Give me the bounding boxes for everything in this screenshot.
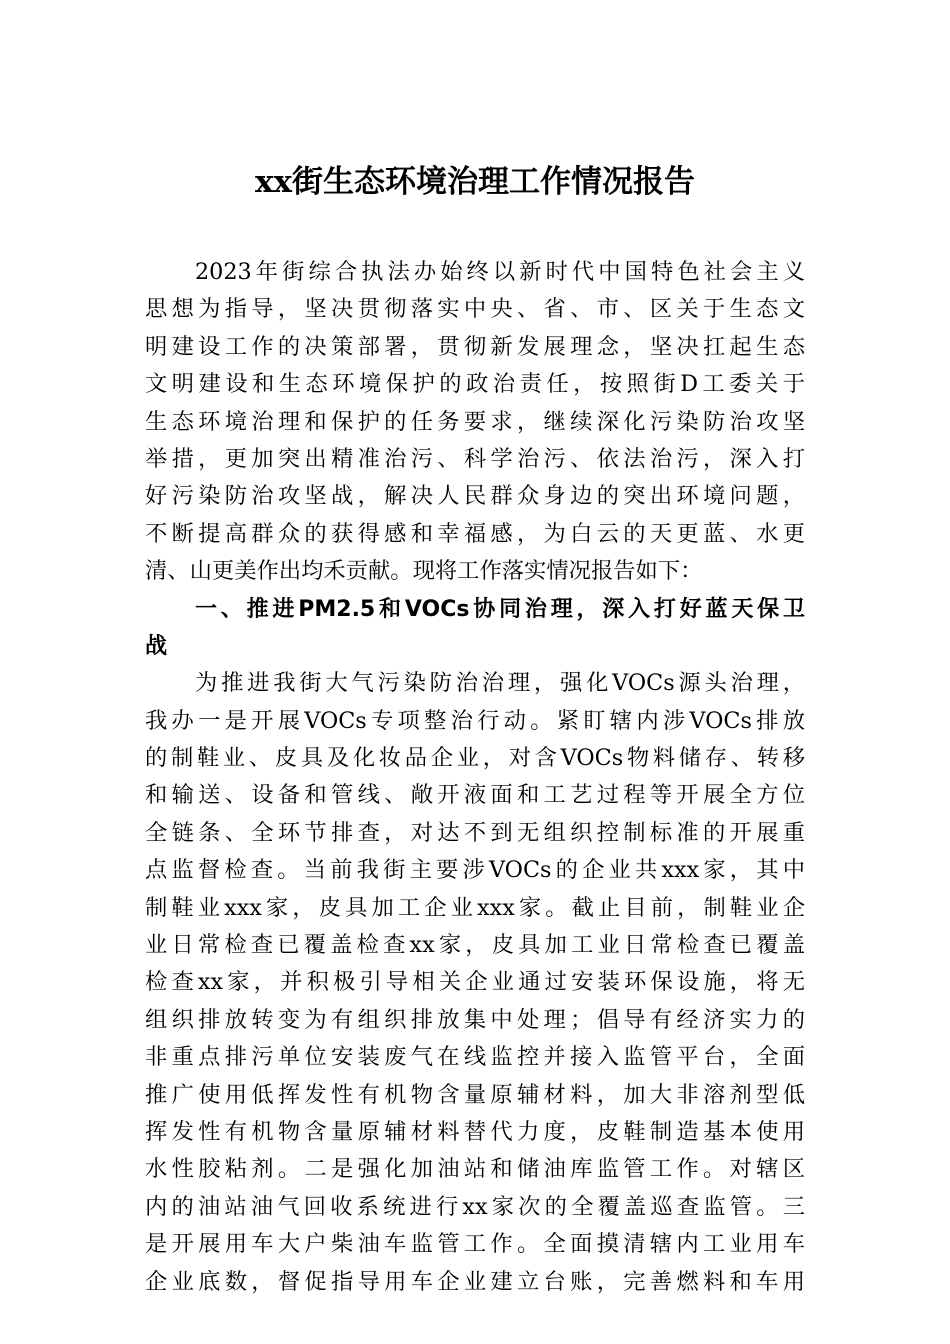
- paragraph-line: 清、山更美作出均禾贡献。现将工作落实情况报告如下：: [145, 558, 703, 585]
- paragraph-line: 明建设工作的决策部署，贯彻新发展理念，坚决扛起生态: [145, 333, 805, 360]
- paragraph-line: 思想为指导，坚决贯彻落实中央、省、市、区关于生态文: [145, 296, 805, 323]
- paragraph-line: 制鞋业xxx家，皮具加工企业xxx家。截止目前，制鞋业企: [145, 894, 805, 921]
- paragraph-line: 水性胶粘剂。二是强化加油站和储油库监管工作。对辖区: [145, 1156, 805, 1183]
- paragraph-line: 举措，更加突出精准治污、科学治污、依法治污，深入打: [145, 445, 805, 472]
- paragraph-line: 业日常检查已覆盖检查xx家，皮具加工业日常检查已覆盖: [145, 932, 805, 959]
- paragraph-line: 的制鞋业、皮具及化妆品企业，对含VOCs物料储存、转移: [145, 745, 805, 772]
- paragraph-line: 我办一是开展VOCs专项整治行动。紧盯辖内涉VOCs排放: [145, 707, 805, 734]
- paragraph-line: 是开展用车大户柴油车监管工作。全面摸清辖内工业用车: [145, 1231, 805, 1258]
- paragraph-line: 非重点排污单位安装废气在线监控并接入监管平台，全面: [145, 1044, 805, 1071]
- paragraph-line: 和输送、设备和管线、敞开液面和工艺过程等开展全方位: [145, 782, 805, 809]
- paragraph-line: 文明建设和生态环境保护的政治责任，按照街D工委关于: [145, 371, 805, 398]
- paragraph-line: 好污染防治攻坚战，解决人民群众身边的突出环境问题，: [145, 483, 805, 510]
- paragraph-line: 组织排放转变为有组织排放集中处理；倡导有经济实力的: [145, 1006, 805, 1033]
- section-heading-line: 一、推进PM2.5和VOCs协同治理，深入打好蓝天保卫: [195, 596, 805, 622]
- paragraph-line: 推广使用低挥发性有机物含量原辅材料，加大非溶剂型低: [145, 1081, 805, 1108]
- paragraph-line: 点监督检查。当前我街主要涉VOCs的企业共xxx家，其中: [145, 857, 805, 884]
- paragraph-line: 生态环境治理和保护的任务要求，继续深化污染防治攻坚: [145, 408, 805, 435]
- paragraph-line: 2023年街综合执法办始终以新时代中国特色社会主义: [195, 259, 805, 285]
- paragraph-line: 为推进我街大气污染防治治理，强化VOCs源头治理，: [195, 670, 805, 697]
- paragraph-line: 挥发性有机物含量原辅材料替代力度，皮鞋制造基本使用: [145, 1118, 805, 1145]
- section-heading-line: 战: [145, 633, 168, 659]
- paragraph-line: 全链条、全环节排查，对达不到无组织控制标准的开展重: [145, 819, 805, 846]
- paragraph-line: 企业底数，督促指导用车企业建立台账，完善燃料和车用: [145, 1268, 805, 1295]
- paragraph-line: 检查xx家，并积极引导相关企业通过安装环保设施，将无: [145, 969, 805, 996]
- paragraph-line: 内的油站油气回收系统进行xx家次的全覆盖巡查监管。三: [145, 1193, 805, 1220]
- paragraph-line: 不断提高群众的获得感和幸福感，为白云的天更蓝、水更: [145, 520, 805, 547]
- document-title: xx街生态环境治理工作情况报告: [255, 164, 695, 200]
- document-body: [145, 254, 805, 1301]
